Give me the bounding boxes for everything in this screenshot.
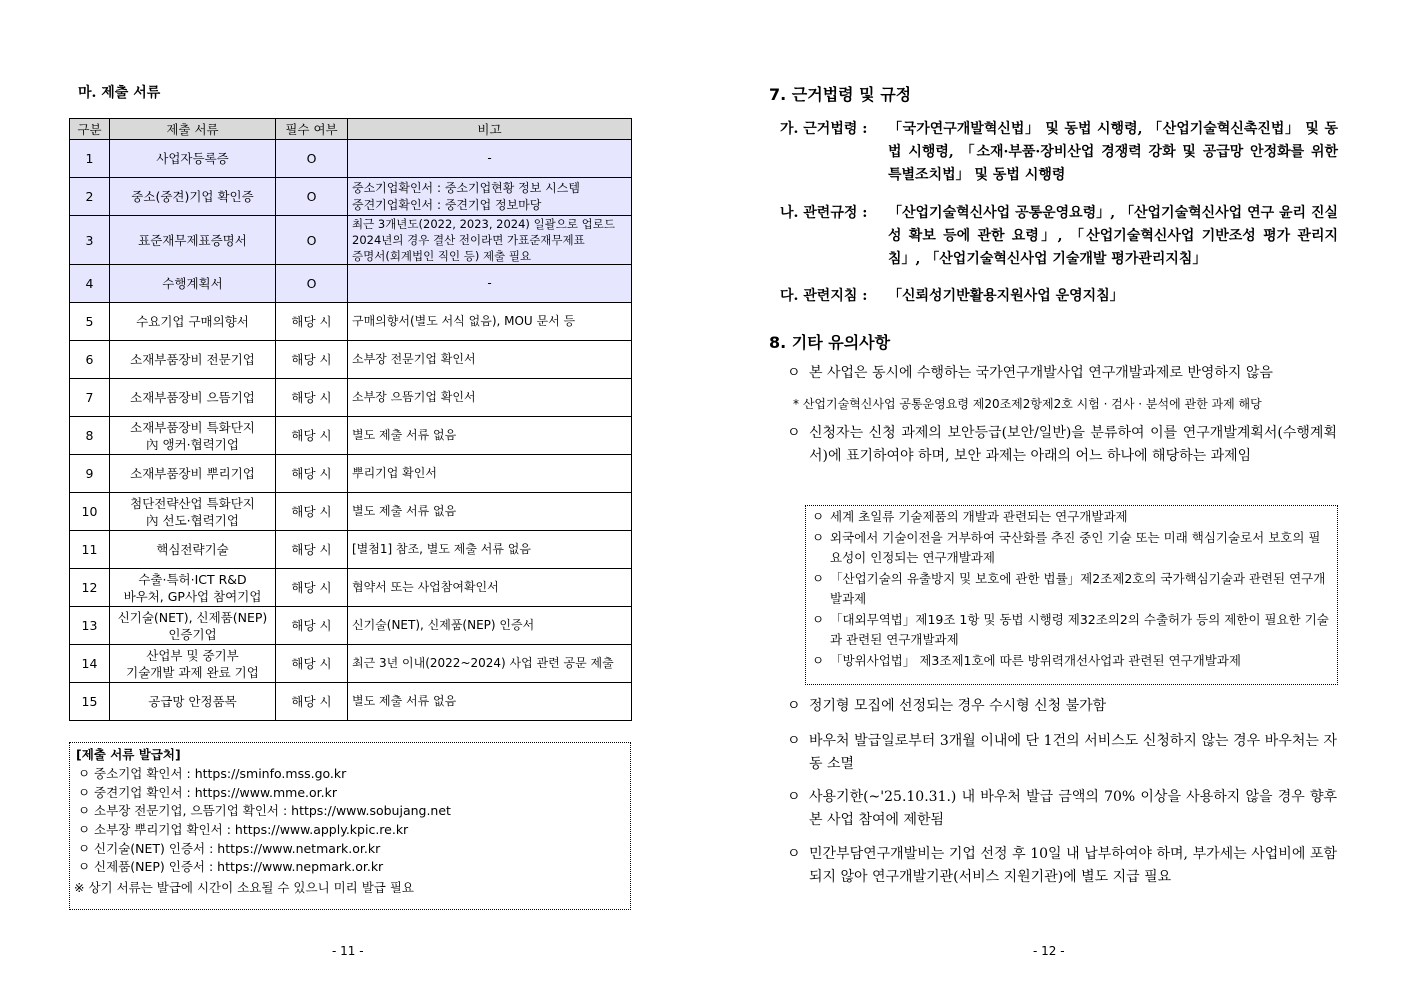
row-required: 해당 시 [276, 683, 348, 721]
row-note: 신기술(NET), 신제품(NEP) 인증서 [348, 607, 632, 645]
issuer-footnote: ※ 상기 서류는 발급에 시간이 소요될 수 있으니 미리 발급 필요 [74, 880, 415, 896]
law-label: 다. 관련지침 : [780, 288, 868, 304]
row-required: 해당 시 [276, 303, 348, 341]
table-row [70, 178, 632, 216]
bullet-mark: ㅇ [787, 698, 801, 714]
row-doc: 중소(중견)기업 확인증 [110, 178, 276, 216]
bullet-mark: ㅇ [787, 365, 801, 381]
table-row [70, 341, 632, 379]
row-note: 협약서 또는 사업참여확인서 [348, 569, 632, 607]
bullet-mark: ㅇ [787, 789, 801, 805]
row-note: 구매의향서(별도 서식 없음), MOU 문서 등 [348, 303, 632, 341]
row-note: - [348, 140, 632, 178]
table-row [70, 417, 632, 455]
row-required: 해당 시 [276, 569, 348, 607]
header-doc: 제출 서류 [110, 119, 276, 140]
row-doc: 사업자등록증 [110, 140, 276, 178]
note-item: ㅇ 사용기한(~'25.10.31.) 내 바우처 발급 금액의 70% 이상을 사용하지 않을 경우 향후 본 사업 참여에 제한됨 [787, 786, 1337, 831]
note-item: ㅇ 바우처 발급일로부터 3개월 이내에 단 1건의 서비스도 신청하지 않는 경우 바우처는 자동 소멸 [787, 730, 1337, 775]
law-row-guidelines [780, 285, 1340, 309]
law-label: 나. 관련규정 : [780, 205, 868, 221]
row-doc: 수요기업 구매의향서 [110, 303, 276, 341]
row-required: 해당 시 [276, 645, 348, 683]
table-row [70, 379, 632, 417]
row-no: 14 [70, 645, 110, 683]
security-item: ㅇ 세계 초일류 기술제품의 개발과 관련되는 연구개발과제 [812, 509, 1128, 524]
row-no: 3 [70, 216, 110, 265]
issuer-line: ㅇ 신제품(NEP) 인증서 : https://www.nepmark.or.kr [78, 859, 384, 875]
page-number-right: - 12 - [1033, 944, 1065, 958]
row-note: 별도 제출 서류 없음 [348, 493, 632, 531]
row-required: 해당 시 [276, 455, 348, 493]
row-required: O [276, 178, 348, 216]
law-text: 「신뢰성기반활용지원사업 운영지침」 [888, 288, 1124, 304]
security-item: ㅇ 외국에서 기술이전을 거부하여 국산화를 추진 중인 기술 또는 미래 핵심기술로서 보호의 필요성이 인정되는 연구개발과제 [812, 530, 1321, 565]
bullet-mark: ㅇ [787, 846, 801, 862]
row-doc: 소재부품장비 으뜸기업 [110, 379, 276, 417]
issuer-box [69, 742, 631, 910]
row-note: 최근 3년 이내(2022~2024) 사업 관련 공문 제출 [348, 645, 632, 683]
row-no: 5 [70, 303, 110, 341]
row-required: 해당 시 [276, 379, 348, 417]
security-item: ㅇ 「산업기술의 유출방지 및 보호에 관한 법률」제2조제2호의 국가핵심기술과 관련된 연구개발과제 [812, 571, 1326, 606]
row-no: 13 [70, 607, 110, 645]
row-doc: 소재부품장비 뿌리기업 [110, 455, 276, 493]
star-note: * 산업기술혁신사업 공통운영요령 제20조제2항제2호 시험 · 검사 · 분석에 관한 과제 해당 [793, 397, 1262, 411]
row-note: 중소기업확인서 : 중소기업현황 정보 시스템 중견기업확인서 : 중견기업 정보마당 [348, 178, 632, 216]
right-page [700, 0, 1403, 992]
row-no: 9 [70, 455, 110, 493]
row-doc: 핵심전략기술 [110, 531, 276, 569]
row-doc: 첨단전략산업 특화단지 內 선도·협력기업 [110, 493, 276, 531]
row-no: 7 [70, 379, 110, 417]
submission-docs-table [69, 118, 632, 721]
table-row [70, 265, 632, 303]
row-doc: 수행계획서 [110, 265, 276, 303]
row-doc: 표준재무제표증명서 [110, 216, 276, 265]
issuer-line: ㅇ 소부장 뿌리기업 확인서 : https://www.apply.kpic.re.kr [78, 822, 409, 838]
issuer-title: [제출 서류 발급처] [76, 747, 181, 762]
issuer-line: ㅇ 신기술(NET) 인증서 : https://www.netmark.or.kr [78, 840, 381, 856]
issuer-line: ㅇ 중견기업 확인서 : https://www.mme.or.kr [78, 784, 338, 800]
left-page [0, 0, 700, 992]
row-no: 15 [70, 683, 110, 721]
row-no: 2 [70, 178, 110, 216]
row-doc: 소재부품장비 전문기업 [110, 341, 276, 379]
table-row [70, 303, 632, 341]
note-item: ㅇ 민간부담연구개발비는 기업 선정 후 10일 내 납부하여야 하며, 부가세는 사업비에 포함되지 않아 연구개발기관(서비스 지원기관)에 별도 지급 필요 [787, 843, 1337, 888]
row-required: O [276, 140, 348, 178]
row-required: 해당 시 [276, 341, 348, 379]
law-text: 「국가연구개발혁신법」 및 동법 시행령, 「산업기술혁신촉진법」 및 동법 시행령, 「소재·부품·장비산업 경쟁력 강화 및 공급망 안정화를 위한 특별조치법」 및 동법 시행령 [888, 121, 1338, 183]
table-row [70, 683, 632, 721]
row-note: 최근 3개년도(2022, 2023, 2024) 일괄으로 업로드 2024년의 경우 결산 전이라면 가표준재무제표 증명서(회계법인 직인 등) 제출 필요 [348, 216, 632, 265]
bullet-mark: ㅇ [787, 425, 801, 441]
row-doc: 수출·특허·ICT R&D 바우처, GP사업 참여기업 [110, 569, 276, 607]
row-note: 소부장 으뜸기업 확인서 [348, 379, 632, 417]
row-doc: 소재부품장비 특화단지 內 앵커·협력기업 [110, 417, 276, 455]
security-criteria-box [805, 505, 1338, 685]
row-note: 별도 제출 서류 없음 [348, 417, 632, 455]
row-doc: 산업부 및 중기부 기술개발 과제 완료 기업 [110, 645, 276, 683]
table-row [70, 493, 632, 531]
law-text: 「산업기술혁신사업 공통운영요령」, 「산업기술혁신사업 연구 윤리 진실성 확보 등에 관한 요령」, 「산업기술혁신사업 기반조성 평가 관리지침」, 「산업기술혁신사업 기술개발 평가관리지침」 [888, 205, 1338, 267]
table-header-row [70, 119, 632, 140]
law-label: 가. 근거법령 : [780, 121, 868, 137]
section-title-laws: 7. 근거법령 및 규정 [769, 85, 912, 104]
row-note: - [348, 265, 632, 303]
row-note: 소부장 전문기업 확인서 [348, 341, 632, 379]
note-item: ㅇ 정기형 모집에 선정되는 경우 수시형 신청 불가함 [787, 695, 1337, 718]
row-required: O [276, 216, 348, 265]
header-note: 비고 [348, 119, 632, 140]
law-row-basis [780, 118, 1340, 188]
header-no: 구분 [70, 119, 110, 140]
section-title-notes: 8. 기타 유의사항 [769, 333, 891, 352]
row-note: 별도 제출 서류 없음 [348, 683, 632, 721]
row-required: 해당 시 [276, 607, 348, 645]
row-no: 10 [70, 493, 110, 531]
row-doc: 공급망 안정품목 [110, 683, 276, 721]
note-item: ㅇ 신청자는 신청 과제의 보안등급(보안/일반)을 분류하여 이를 연구개발계획서(수행계획서)에 표기하여야 하며, 보안 과제는 아래의 어느 하나에 해당하는 과제임 [787, 422, 1337, 467]
law-row-regulations [780, 202, 1340, 272]
row-note: 뿌리기업 확인서 [348, 455, 632, 493]
table-row [70, 531, 632, 569]
table-row [70, 216, 632, 265]
row-no: 8 [70, 417, 110, 455]
row-no: 1 [70, 140, 110, 178]
bullet-mark: ㅇ [787, 733, 801, 749]
row-no: 4 [70, 265, 110, 303]
table-row [70, 645, 632, 683]
section-title-submission: 마. 제출 서류 [78, 85, 161, 101]
security-item: ㅇ 「대외무역법」제19조 1항 및 동법 시행령 제32조의2의 수출허가 등의 제한이 필요한 기술과 관련된 연구개발과제 [812, 612, 1329, 647]
row-doc: 신기술(NET), 신제품(NEP) 인증기업 [110, 607, 276, 645]
page-number-left: - 11 - [332, 944, 364, 958]
row-required: 해당 시 [276, 493, 348, 531]
row-note: [별첨1] 참조, 별도 제출 서류 없음 [348, 531, 632, 569]
table-row [70, 455, 632, 493]
row-required: O [276, 265, 348, 303]
row-no: 6 [70, 341, 110, 379]
table-row [70, 140, 632, 178]
row-no: 12 [70, 569, 110, 607]
header-required: 필수 여부 [276, 119, 348, 140]
note-item: ㅇ 본 사업은 동시에 수행하는 국가연구개발사업 연구개발과제로 반영하지 않음 [787, 362, 1337, 385]
row-required: 해당 시 [276, 531, 348, 569]
row-required: 해당 시 [276, 417, 348, 455]
row-no: 11 [70, 531, 110, 569]
table-row [70, 569, 632, 607]
issuer-line: ㅇ 중소기업 확인서 : https://sminfo.mss.go.kr [78, 766, 347, 781]
security-item: ㅇ 「방위사업법」 제3조제1호에 따른 방위력개선사업과 관련된 연구개발과제 [812, 653, 1241, 668]
table-row [70, 607, 632, 645]
issuer-line: ㅇ 소부장 전문기업, 으뜸기업 확인서 : https://www.sobujang.net [78, 803, 451, 819]
